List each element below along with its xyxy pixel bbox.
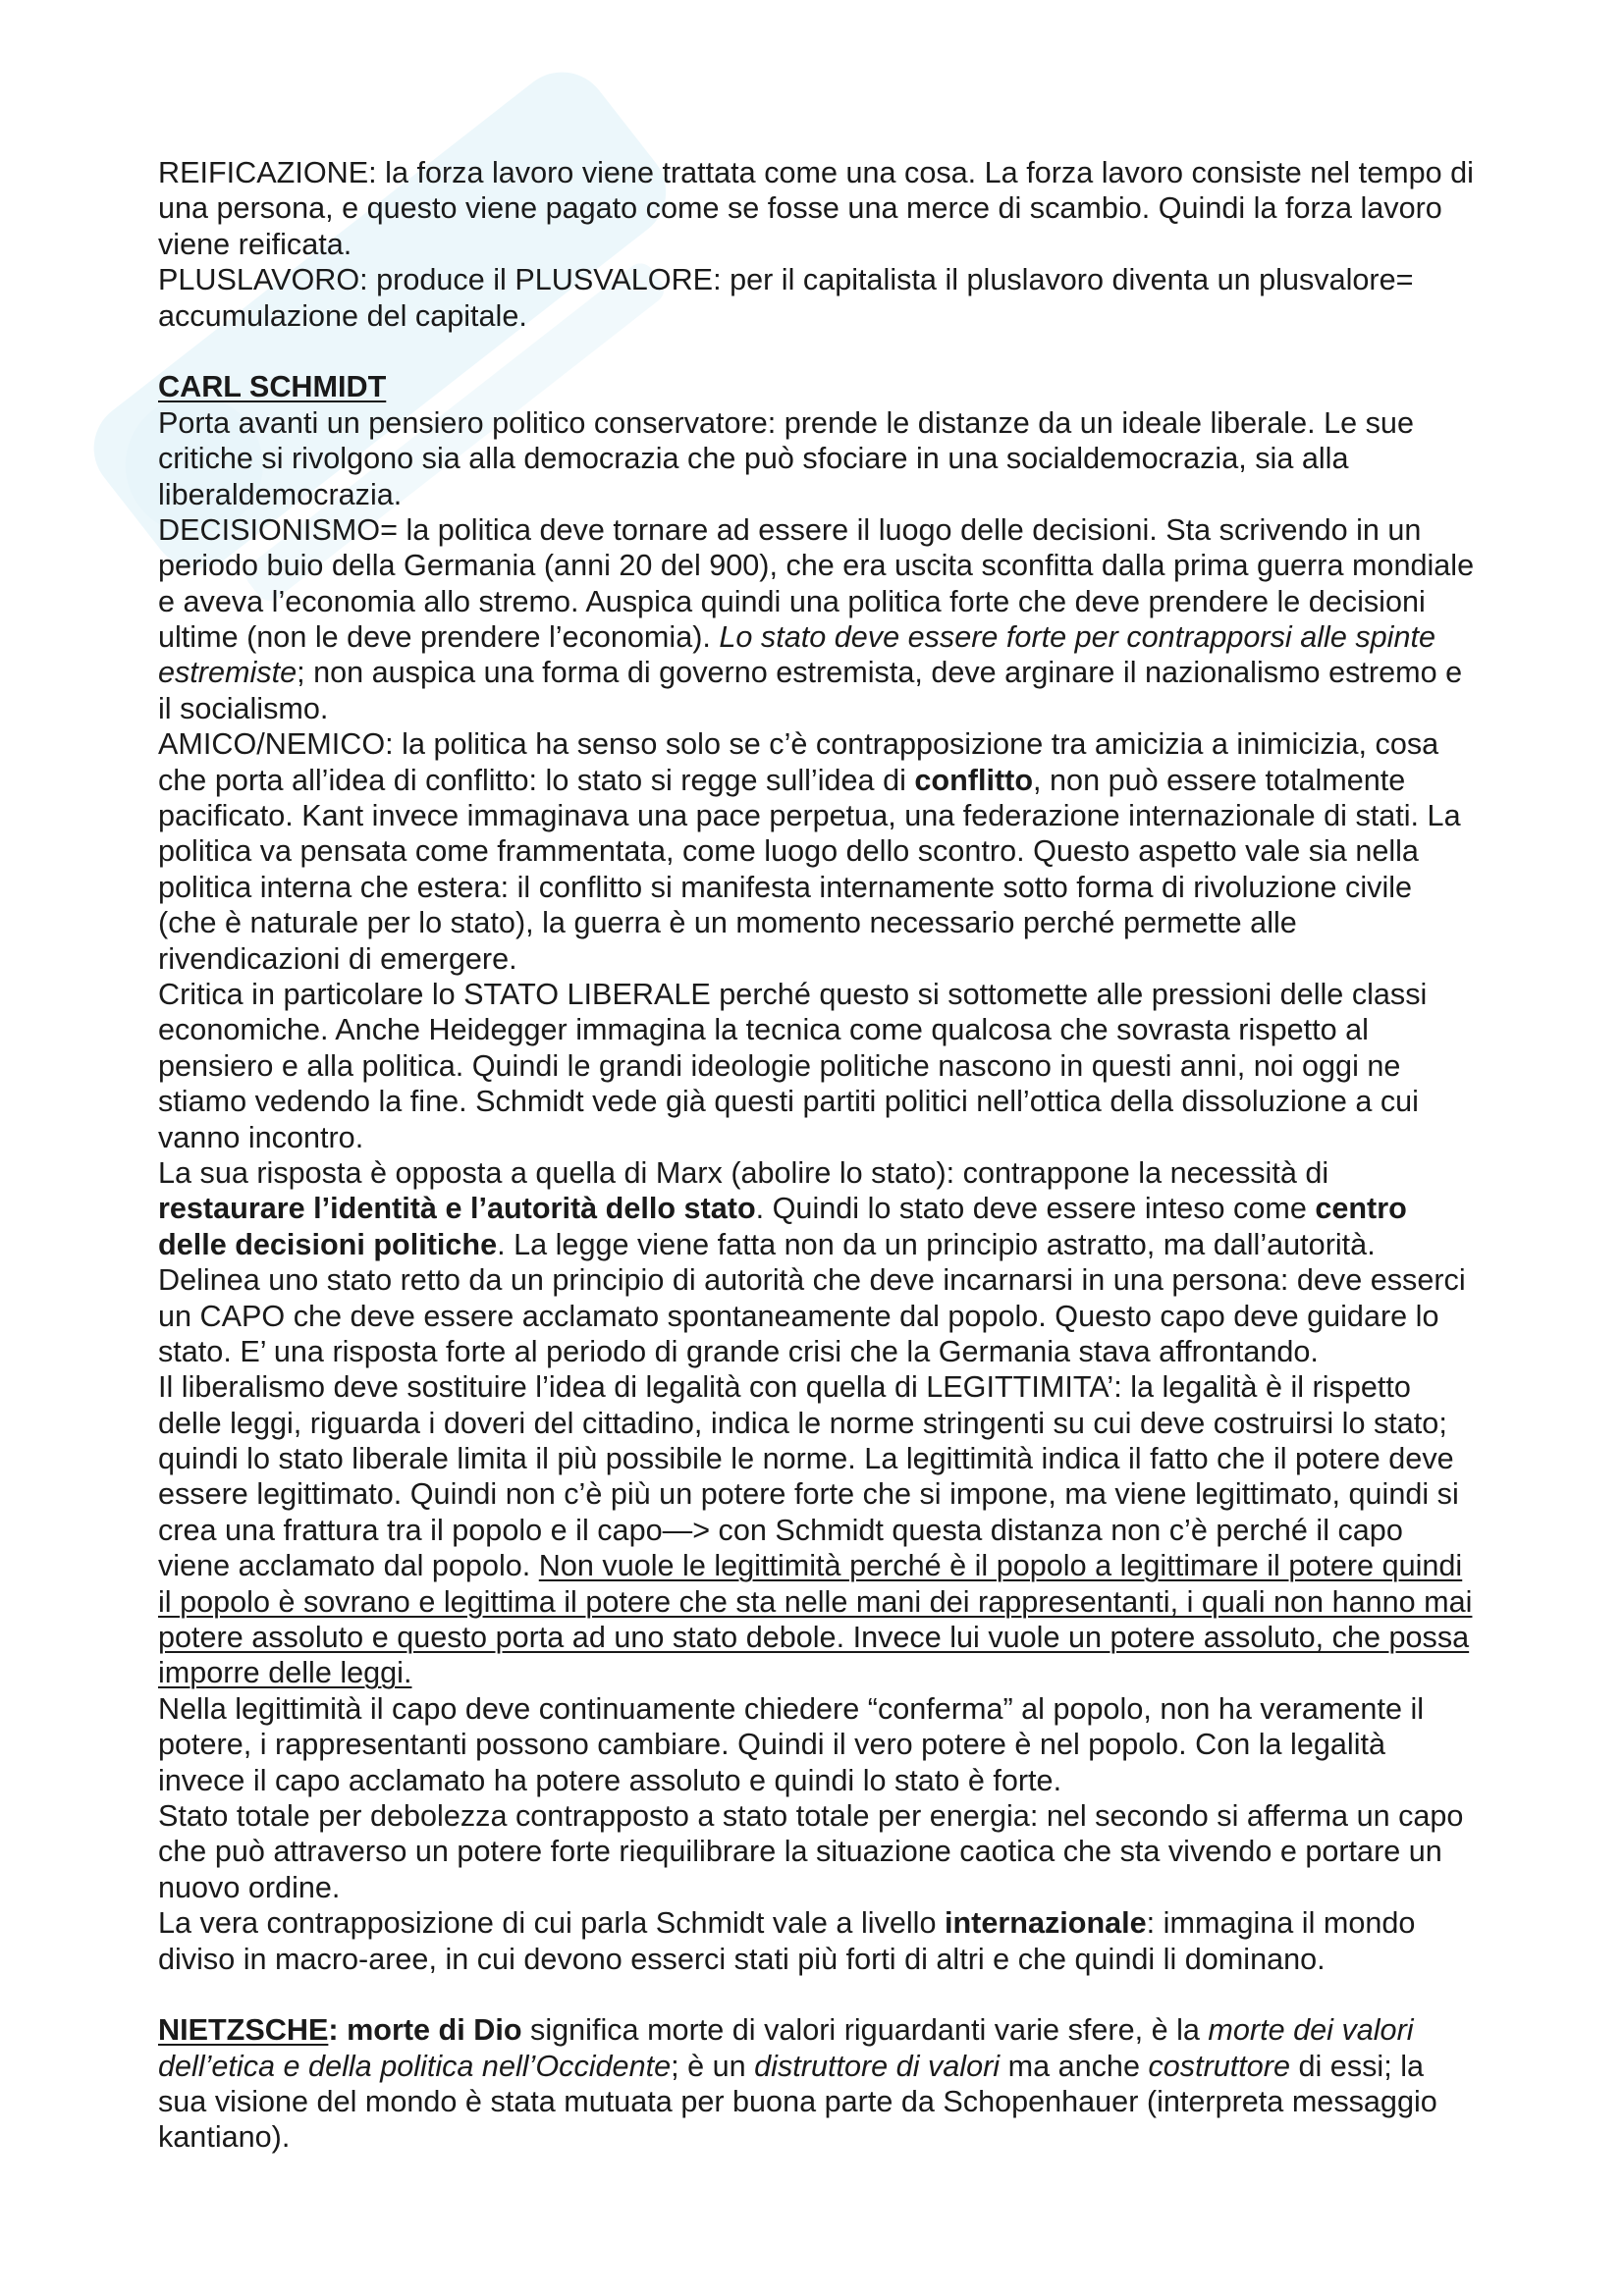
text-run: (che è naturale per lo stato), la guerra è un momento necessario perché permette alle [158, 906, 1297, 940]
text-line [158, 1870, 1533, 1905]
text-run: che porta all’idea di conflitto: lo stato si regge sull’idea di [158, 763, 915, 797]
text-run: , non può essere totalmente [1033, 763, 1406, 797]
text-line [158, 1691, 1533, 1727]
section-heading: CARL SCHMIDT [158, 370, 387, 404]
text-run: periodo buio della Germania (anni 20 del 900), che era uscita sconfitta dalla prima guerra mondiale [158, 549, 1475, 583]
text-line [158, 619, 1533, 655]
text-run: Porta avanti un pensiero politico conservatore: prende le distanze da un ideale liberale. Le sue [158, 405, 1414, 440]
text-line [158, 1727, 1533, 1762]
text-line [158, 833, 1533, 869]
text-run: viene reificata. [158, 227, 352, 261]
text-line [158, 1763, 1533, 1798]
text-run: . Quindi lo stato deve essere inteso come [755, 1192, 1316, 1226]
text-line [158, 441, 1533, 476]
blank-line [158, 334, 1533, 369]
text-line [158, 190, 1533, 226]
text-line [158, 1942, 1533, 1977]
text-run: critiche si rivolgono sia alla democrazia che può sfociare in una socialdemocrazia, sia alla [158, 442, 1349, 476]
text-run: Delinea uno stato retto da un principio di autorità che deve incarnarsi in una persona: deve esserci [158, 1263, 1466, 1298]
text-run: una persona, e questo viene pagato come se fosse una merce di scambio. Quindi la forza lavoro [158, 191, 1442, 226]
text-line [158, 1012, 1533, 1047]
text-run: e aveva l’economia allo stremo. Auspica quindi una politica forte che deve prendere le decisioni [158, 584, 1426, 618]
text-run: nuovo ordine. [158, 1870, 341, 1904]
text-run: economiche. Anche Heidegger immagina la tecnica come qualcosa che sovrasta rispetto al [158, 1013, 1369, 1047]
text-line [158, 1548, 1533, 1583]
bold-text: conflitto [914, 763, 1034, 797]
text-run: AMICO/NEMICO: la politica ha senso solo se c’è contrapposizione tra amicizia a inimicizia, cosa [158, 727, 1439, 762]
text-line [158, 548, 1533, 583]
text-run: Il liberalismo deve sostituire l’idea di legalità con quella di LEGITTIMITA’: la legalità è il rispetto [158, 1370, 1411, 1405]
text-run: Stato totale per debolezza contrapposto a stato totale per energia: nel secondo si afferma un capo [158, 1798, 1464, 1833]
italic-text: morte dei valori [1208, 2013, 1414, 2048]
italic-text: Lo stato deve essere forte per contrapporsi alle spinte [719, 620, 1435, 655]
text-run: kantiano). [158, 2120, 291, 2155]
text-run: politica va pensata come frammentata, come luogo dello scontro. Questo aspetto vale sia nella [158, 834, 1419, 869]
italic-text: distruttore di valori [754, 2049, 1001, 2083]
underlined-text: Non vuole le legittimità perché è il popolo a legittimare il potere quindi [538, 1549, 1463, 1583]
document-body [158, 155, 1533, 2156]
text-run: potere, i rappresentanti possono cambiare. Quindi il vero potere è nel popolo. Con la legalità [158, 1728, 1386, 1762]
text-run: accumulazione del capitale. [158, 298, 527, 333]
text-run: pensiero e alla politica. Quindi le grandi ideologie politiche nascono in questi anni, noi oggi ne [158, 1048, 1401, 1083]
text-run: pacificato. Kant invece immaginava una pace perpetua, una federazione internazionale di stati. La [158, 799, 1461, 833]
text-run: Nella legittimità il capo deve continuamente chiedere “conferma” al popolo, non ha veramente il [158, 1691, 1425, 1726]
text-line [158, 1620, 1533, 1655]
text-run: La sua risposta è opposta a quella di Marx (abolire lo stato): contrappone la necessità di [158, 1155, 1329, 1190]
text-run: ; non auspica una forma di governo estremista, deve arginare il nazionalismo estremo e [297, 656, 1463, 690]
text-line [158, 905, 1533, 940]
text-run: PLUSLAVORO: produce il PLUSVALORE: per il capitalista il pluslavoro diventa un plusvalore= [158, 263, 1414, 297]
text-line [158, 1584, 1533, 1620]
text-run: ma anche [1000, 2049, 1149, 2083]
text-line [158, 512, 1533, 548]
bold-text: restaurare l’identità e l’autorità dello stato [158, 1192, 756, 1226]
text-line [158, 1299, 1533, 1334]
text-run: REIFICAZIONE: la forza lavoro viene trattata come una cosa. La forza lavoro consiste nel tempo di [158, 156, 1474, 189]
text-line [158, 369, 1533, 404]
italic-text: costruttore [1148, 2049, 1290, 2083]
text-line [158, 1798, 1533, 1834]
text-line [158, 1369, 1533, 1405]
text-line [158, 655, 1533, 690]
text-line [158, 1834, 1533, 1869]
bold-text: centro [1315, 1192, 1407, 1226]
text-line [158, 2084, 1533, 2119]
underlined-text: potere assoluto e questo porta ad uno stato debole. Invece lui vuole un potere assoluto, che possa [158, 1621, 1470, 1655]
text-line [158, 1441, 1533, 1476]
text-line [158, 977, 1533, 1012]
text-run: il socialismo. [158, 691, 329, 725]
text-run: stiamo vedendo la fine. Schmidt vede già questi partiti politici nell’ottica della dissoluzione a cui [158, 1085, 1419, 1119]
text-run: stato. E’ una risposta forte al periodo di grande crisi che la Germania stava affrontando. [158, 1334, 1319, 1368]
text-line [158, 1334, 1533, 1369]
text-line [158, 1227, 1533, 1262]
text-line [158, 584, 1533, 619]
text-line [158, 1406, 1533, 1441]
text-line [158, 227, 1533, 262]
italic-text: estremiste [158, 656, 298, 690]
text-run: rivendicazioni di emergere. [158, 941, 517, 976]
text-line [158, 1655, 1533, 1690]
text-line [158, 726, 1533, 762]
text-run: liberaldemocrazia. [158, 477, 403, 511]
text-run: significa morte di valori riguardanti varie sfere, è la [521, 2013, 1209, 2048]
text-line [158, 2119, 1533, 2155]
underlined-text: il popolo è sovrano e legittima il potere che sta nelle mani dei rappresentanti, i quali non hanno mai [158, 1584, 1473, 1619]
text-line [158, 1513, 1533, 1548]
text-line [158, 1084, 1533, 1119]
text-line [158, 941, 1533, 977]
text-line [158, 1155, 1533, 1191]
text-line [158, 1262, 1533, 1298]
text-run: di essi; la [1290, 2049, 1425, 2083]
text-line [158, 2012, 1533, 2048]
text-line [158, 2049, 1533, 2084]
text-run: invece il capo acclamato ha potere assoluto e quindi lo stato è forte. [158, 1763, 1062, 1797]
text-run: un CAPO che deve essere acclamato spontaneamente dal popolo. Questo capo deve guidare lo [158, 1299, 1439, 1333]
text-line [158, 477, 1533, 512]
text-run: viene acclamato dal popolo. [158, 1549, 539, 1583]
text-run: delle leggi, riguarda i doveri del cittadino, indica le norme stringenti su cui deve costruirsi lo stato; [158, 1406, 1447, 1440]
text-run: diviso in macro-aree, in cui devono esserci stati più forti di altri e che quindi li dominano. [158, 1942, 1326, 1976]
text-line [158, 1905, 1533, 1941]
text-run: che può attraverso un potere forte riequilibrare la situazione caotica che sta vivendo e portare un [158, 1835, 1442, 1869]
blank-line [158, 1977, 1533, 2012]
text-line [158, 1120, 1533, 1155]
text-line [158, 262, 1533, 297]
text-line [158, 1476, 1533, 1512]
text-line [158, 763, 1533, 798]
text-line [158, 798, 1533, 833]
text-run: crea una frattura tra il popolo e il capo—> con Schmidt questa distanza non c’è perché il capo [158, 1513, 1403, 1547]
text-run: politica interna che estera: il conflitto si manifesta internamente sotto forma di rivoluzione civile [158, 870, 1413, 904]
text-run: DECISIONISMO= la politica deve tornare ad essere il luogo delle decisioni. Sta scrivendo in un [158, 512, 1422, 547]
text-line [158, 155, 1533, 190]
text-line [158, 405, 1533, 441]
text-line [158, 1048, 1533, 1084]
text-line [158, 298, 1533, 334]
section-heading: NIETZSCHE [158, 2013, 329, 2048]
text-run: La vera contrapposizione di cui parla Schmidt vale a livello [158, 1906, 945, 1941]
text-run: : immagina il mondo [1146, 1906, 1416, 1941]
text-line [158, 691, 1533, 726]
text-run: . La legge viene fatta non da un principio astratto, ma dall’autorità. [497, 1227, 1376, 1261]
text-run: ultime (non le deve prendere l’economia). [158, 620, 720, 655]
bold-text: : morte di Dio [328, 2013, 522, 2048]
text-run: quindi lo stato liberale limita il più possibile le norme. La legittimità indica il fatto che il potere deve [158, 1442, 1454, 1476]
text-line [158, 1191, 1533, 1226]
text-run: sua visione del mondo è stata mutuata per buona parte da Schopenhauer (interpreta messaggio [158, 2085, 1437, 2119]
text-run: Critica in particolare lo STATO LIBERALE perché questo si sottomette alle pressioni delle classi [158, 977, 1428, 1011]
text-run: vanno incontro. [158, 1120, 364, 1154]
italic-text: dell’etica e della politica nell’Occidente [158, 2049, 672, 2083]
text-run: essere legittimato. Quindi non c’è più un potere forte che si impone, ma viene legittimato, quindi si [158, 1477, 1459, 1512]
text-line [158, 870, 1533, 905]
underlined-text: imporre delle leggi. [158, 1656, 412, 1690]
bold-text: internazionale [944, 1906, 1147, 1941]
text-run: ; è un [671, 2049, 755, 2083]
bold-text: delle decisioni politiche [158, 1227, 498, 1261]
